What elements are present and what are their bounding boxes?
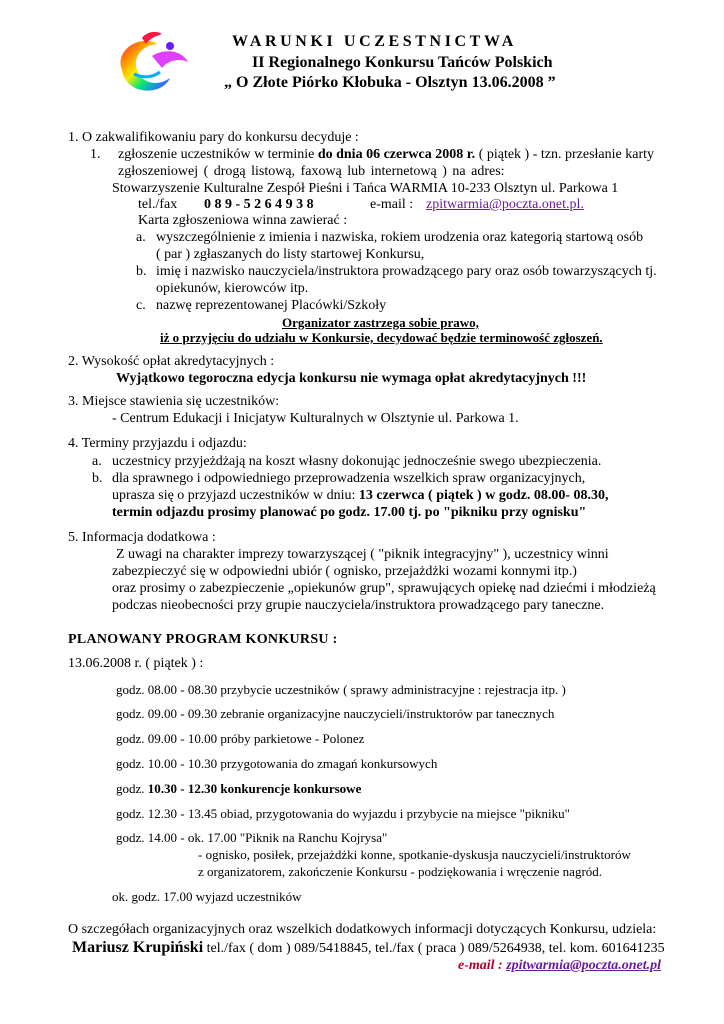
- contact-phones: tel./fax ( dom ) 089/5418845, tel./fax ( praca ) 089/5264938, tel. kom. 601641235: [203, 941, 665, 956]
- organizer-note: Organizator zastrzega sobie prawo,: [282, 315, 479, 330]
- section-5-title: 5. Informacja dodatkowa :: [68, 530, 216, 545]
- departure-time: termin odjazdu prosimy planować po godz. 17.00 tj. po "pikniku przy ognisku": [112, 505, 587, 520]
- info-line: oraz prosimy o zabezpieczenie „opiekunów grup", sprawujących opiekę nad dziećmi i młodzieżą: [112, 581, 656, 596]
- list-letter: b.: [136, 264, 147, 279]
- program-item: [116, 781, 361, 797]
- competition-time: 10.30 - 12.30 konkurencje konkursowe: [147, 781, 362, 796]
- text-part: ( piątek ) - tzn. przesłanie karty: [475, 147, 654, 162]
- info-line: zabezpieczyć się w odpowiedni ubiór ( ognisko, przejażdżki wozami konnymi itp.): [112, 564, 577, 579]
- program-item: godz. 14.00 - ok. 17.00 "Piknik na Ranchu Kojrysa": [116, 830, 388, 845]
- section-4-title: 4. Terminy przyjazdu i odjazdu:: [68, 436, 247, 451]
- list-letter: a.: [92, 454, 102, 469]
- email-label: e-mail :: [370, 197, 414, 212]
- list-item: imię i nazwisko nauczyciela/instruktora prowadzącego pary oraz osób towarzyszących tj.: [156, 264, 657, 279]
- contact-email: [458, 958, 661, 974]
- info-line: podczas nieobecności przy grupie nauczyciela/instruktora prowadzącego pary taneczne.: [112, 598, 605, 613]
- program-item: godz. 09.00 - 09.30 zebranie organizacyjne nauczycieli/instruktorów par tanecznych: [116, 706, 555, 721]
- contact-intro: O szczegółach organizacyjnych oraz wszelkich dodatkowych informacji dotyczących Konkursu, udziela:: [68, 922, 657, 937]
- program-item: ok. godz. 17.00 wyjazd uczestników: [112, 889, 302, 904]
- item-text: [118, 147, 654, 163]
- venue: - Centrum Edukacji i Inicjatyw Kulturalnych w Olsztynie ul. Parkowa 1.: [112, 411, 519, 426]
- program-item: godz. 10.00 - 10.30 przygotowania do zmagań konkursowych: [116, 756, 438, 771]
- doc-subtitle-2: „ O Złote Piórko Kłobuka - Olsztyn 13.06.2008 ”: [224, 74, 556, 91]
- contact-name: Mariusz Krupiński: [72, 939, 204, 956]
- email-link[interactable]: zpitwarmia@poczta.onet.pl: [506, 958, 661, 973]
- tel-label: tel./fax: [138, 197, 178, 212]
- list-item: opiekunów, kierowców itp.: [156, 281, 309, 296]
- program-item: godz. 09.00 - 10.00 próby parkietowe - Polonez: [116, 731, 365, 746]
- item-number: 1.: [90, 147, 101, 162]
- contact-line: [72, 939, 665, 957]
- list-item: nazwę reprezentowanej Placówki/Szkoły: [156, 298, 387, 313]
- list-letter: b.: [92, 471, 103, 486]
- program-date: 13.06.2008 r. ( piątek ) :: [68, 656, 204, 671]
- list-item: ( par ) zgłaszanych do listy startowej Konkursu,: [156, 247, 425, 262]
- section-3-title: 3. Miejsce stawienia się uczestników:: [68, 394, 280, 409]
- fee-info: Wyjątkowo tegoroczna edycja konkursu nie wymaga opłat akredytacyjnych !!!: [116, 371, 587, 386]
- list-item: uczestnicy przyjeżdżają na koszt własny dokonując jednocześnie swego ubezpieczenia.: [112, 454, 602, 469]
- section-1-title: 1. O zakwalifikowaniu pary do konkursu decyduje :: [68, 130, 359, 145]
- organizer-note: iż o przyjęciu do udziału w Konkursie, decydować będzie terminowość zgłoszeń.: [160, 330, 603, 345]
- program-title: PLANOWANY PROGRAM KONKURSU :: [68, 632, 338, 647]
- tel-number: 0 8 9 - 5 2 6 4 9 3 8: [204, 197, 314, 212]
- list-item: wyszczególnienie z imienia i nazwiska, rokiem urodzenia oraz kategorią startową osób: [156, 230, 644, 245]
- email-link[interactable]: zpitwarmia@poczta.onet.pl.: [426, 197, 584, 212]
- section-2-title: 2. Wysokość opłat akredytacyjnych :: [68, 354, 275, 369]
- item-text: zgłoszeniowej ( drogą listową, faxową lub internetową ) na adres:: [118, 164, 505, 179]
- program-item: godz. 12.30 - 13.45 obiad, przygotowania do wyjazdu i przybycie na miejsce "pikniku": [116, 806, 570, 821]
- info-line: Z uwagi na charakter imprezy towarzyszącej ( "piknik integracyjny" ), uczestnicy winni: [116, 547, 609, 562]
- program-subitem: z organizatorem, zakończenie Konkursu - podziękowania i wręczenie nagród.: [198, 864, 603, 879]
- list-item: dla sprawnego i odpowiedniego przeprowadzenia wszelkich spraw organizacyjnych,: [112, 471, 586, 486]
- list-letter: c.: [136, 298, 146, 313]
- arrival-time: 13 czerwca ( piątek ) w godz. 08.00- 08.30,: [358, 488, 609, 503]
- email-label: e-mail :: [458, 958, 507, 973]
- list-letter: a.: [136, 230, 146, 245]
- doc-subtitle: II Regionalnego Konkursu Tańców Polskich: [252, 54, 553, 71]
- card-intro: Karta zgłoszeniowa winna zawierać :: [138, 213, 348, 228]
- deadline: do dnia 06 czerwca 2008 r.: [317, 147, 476, 162]
- program-subitem: - ognisko, posiłek, przejażdżki konne, spotkanie-dyskusja nauczycieli/instruktorów: [198, 847, 631, 862]
- text-part: godz.: [116, 781, 148, 796]
- doc-title: WARUNKI UCZESTNICTWA: [232, 33, 517, 50]
- program-item: godz. 08.00 - 08.30 przybycie uczestników ( sprawy administracyjne : rejestracja itp. ): [116, 682, 566, 697]
- organizer-address: Stowarzyszenie Kulturalne Zespół Pieśni i Tańca WARMIA 10-233 Olsztyn ul. Parkowa 1: [112, 181, 619, 196]
- text-part: uprasza się o przyjazd uczestników w dniu:: [112, 488, 359, 503]
- list-item: [112, 488, 609, 504]
- text-part: zgłoszenie uczestników w terminie: [118, 147, 318, 162]
- festival-logo: [112, 30, 192, 102]
